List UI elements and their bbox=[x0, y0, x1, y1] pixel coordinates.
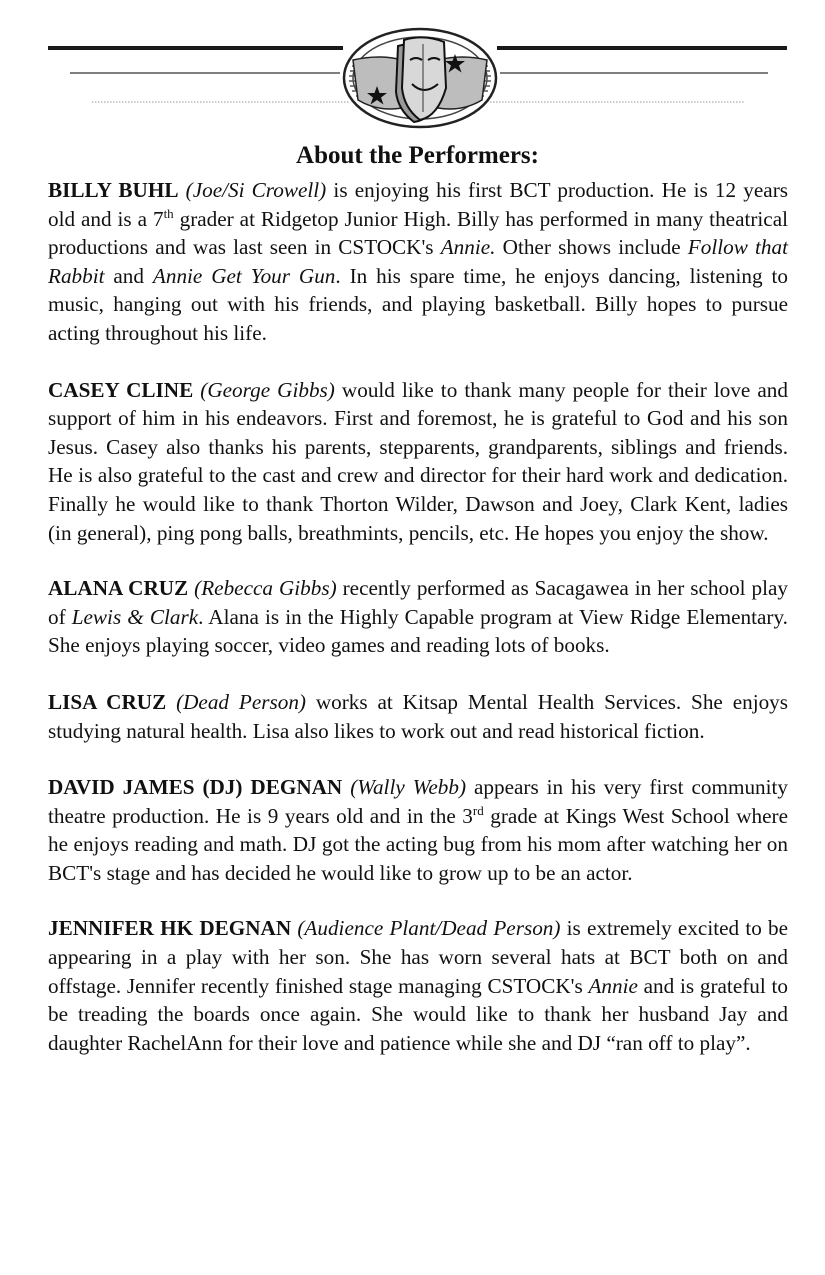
bio-text: grade at Kings West School where he enjoys reading and math. DJ got the acting bug from his mom after watching her on BCT's stage and has decided he would like to grow up to be an actor. bbox=[48, 803, 789, 885]
header-emblem bbox=[0, 0, 825, 140]
ordinal-suffix: rd bbox=[472, 802, 484, 818]
bio-billy-buhl bbox=[48, 176, 788, 348]
performer-name: JENNIFER HK DEGNAN bbox=[48, 916, 292, 941]
bio-text: is extremely excited to be appearing in a play with her son. She has worn several hats at BCT both on and offstage. Jennifer recently finished stage managing CSTOCK's bbox=[48, 916, 789, 998]
show-title: Annie. bbox=[440, 235, 496, 260]
performer-role: (Rebecca Gibbs) bbox=[194, 576, 337, 601]
performer-name: ALANA CRUZ bbox=[48, 576, 189, 601]
bio-text: and bbox=[104, 263, 153, 288]
performer-role: (Dead Person) bbox=[176, 689, 306, 714]
bio-lisa-cruz bbox=[48, 688, 788, 745]
performer-name: DAVID JAMES (DJ) DEGNAN bbox=[48, 775, 343, 800]
bio-text: appears in his very first community theatre production. He is 9 years old and in the 3 bbox=[48, 775, 788, 828]
bio-casey-cline bbox=[48, 376, 788, 548]
bio-text: grader at Ridgetop Junior High. Billy has performed in many theatrical productions and was last seen in CSTOCK's bbox=[48, 206, 788, 260]
performer-name: LISA CRUZ bbox=[48, 689, 167, 714]
show-title: Annie bbox=[588, 973, 638, 998]
show-title: Follow that Rabbit bbox=[48, 235, 788, 288]
performer-name: BILLY BUHL bbox=[48, 178, 179, 202]
performer-role: (George Gibbs) bbox=[200, 377, 335, 402]
bio-text: recently performed as Sacagawea in her school play of bbox=[48, 576, 789, 629]
bio-alana-cruz bbox=[48, 574, 788, 660]
performer-role: (Joe/Si Crowell) bbox=[185, 178, 327, 202]
bio-text: Other shows include bbox=[495, 235, 688, 260]
performer-role: (Audience Plant/Dead Person) bbox=[297, 916, 561, 941]
bio-text: is enjoying his first BCT production. He is 12 years old and is a 7 bbox=[48, 178, 788, 231]
ordinal-suffix: th bbox=[163, 205, 174, 221]
page-heading: About the Performers: bbox=[296, 142, 539, 169]
bio-david-james-degnan bbox=[48, 773, 788, 887]
show-title: Annie Get Your Gun bbox=[152, 263, 336, 288]
bio-text: . Alana is in the Highly Capable program at View Ridge Elementary. She enjoys playing soccer, video games and reading lots of books. bbox=[48, 604, 788, 658]
performer-bios bbox=[48, 176, 788, 1085]
bio-text: works at Kitsap Mental Health Services. She enjoys studying natural health. Lisa also likes to work out and read historical fiction. bbox=[48, 689, 789, 743]
bio-jennifer-degnan bbox=[48, 914, 788, 1057]
masks-emblem-icon bbox=[0, 0, 825, 140]
performer-role: (Wally Webb) bbox=[350, 775, 467, 800]
bio-text: and is grateful to be treading the boards once again. She would like to thank her husband Jay and daughter RachelAnn for their love and patience while she and DJ “ran off to play”. bbox=[48, 973, 788, 1055]
bio-text: would like to thank many people for their love and support of him in his endeavors. First and foremost, he is grateful to God and his son Jesus. Casey also thanks his parents, stepparents, grandparents, siblings and friends. He is also grateful to the cast and crew and director for their hard work and dedication. Finally he would like to thank Thorton Wilder, Dawson and Joey, Clark Kent, ladies (in general), ping pong balls, breathmints, pencils, etc. He hopes you enjoy the show. bbox=[48, 377, 788, 545]
bio-text: . In his spare time, he enjoys dancing, listening to music, hanging out with his friends, and playing basketball. Billy hopes to pursue acting throughout his life. bbox=[48, 263, 788, 345]
performer-name: CASEY CLINE bbox=[48, 377, 194, 402]
show-title: Lewis & Clark bbox=[71, 604, 199, 629]
